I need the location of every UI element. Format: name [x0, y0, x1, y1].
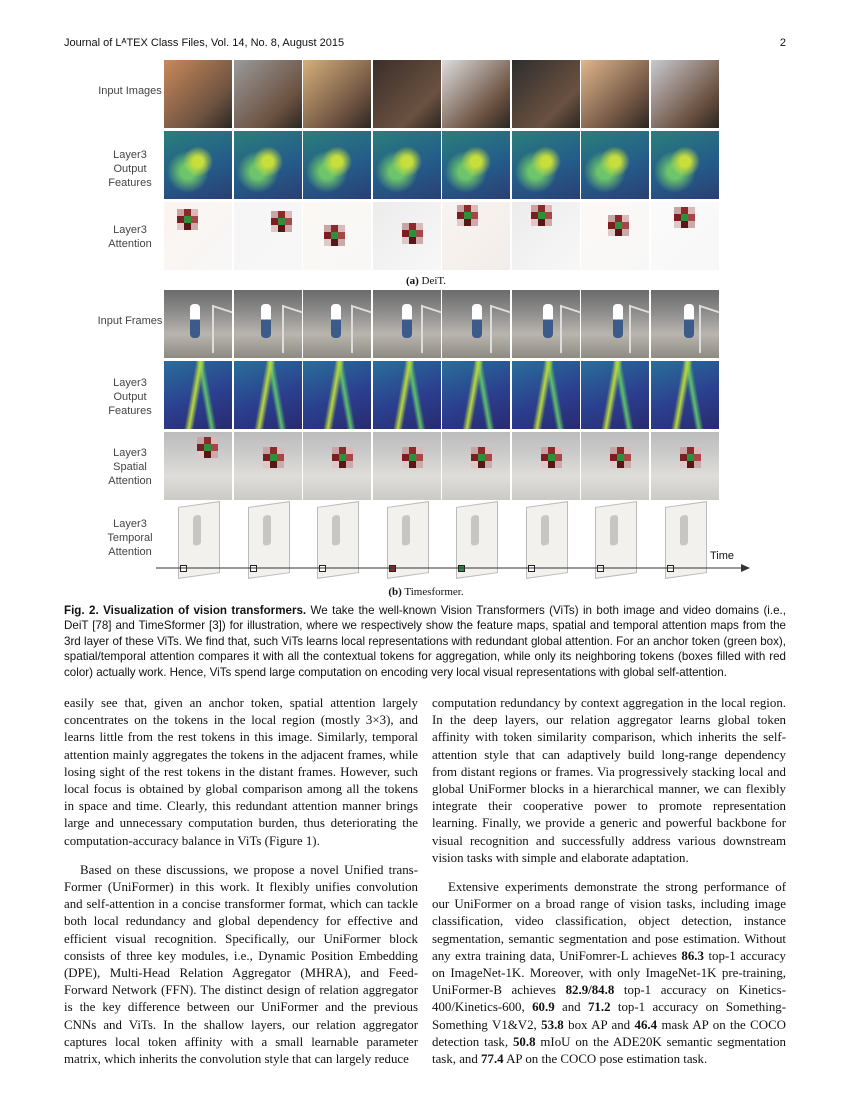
deit-subcaption-tag: (a) [405, 275, 419, 287]
tsf-spatial-attention-map [581, 432, 649, 500]
deit-attention-map [164, 202, 232, 270]
deit-attention-map [303, 202, 371, 270]
body-column-left [64, 695, 418, 1068]
deit-input-image [234, 60, 302, 128]
tsf-feature-map [442, 361, 510, 429]
deit-input-image [373, 60, 441, 128]
tsf-input-frame [234, 290, 302, 358]
deit-attention-map [442, 202, 510, 270]
deit-row-label-features: Layer3 Output Features [108, 149, 152, 189]
tsf-subcaption [96, 586, 756, 598]
tsf-subcaption-tag: (b) [388, 586, 402, 598]
body-column-right [432, 695, 786, 1068]
page-header [64, 37, 786, 53]
paragraph-left-1: easily see that, given an anchor token, spatial attention largely concentrates on the tokens in the local region (mostly 3×3), and learns little from the rest tokens in this image. Similarly, temporal attention mainly aggregates the tokens in the adjacent frames, while losing sight of the rest tokens in the distant frames. However, such local focus is obtained by global comparison among all the tokens in space and time. Clearly, this redundant attention manner brings large and unnecessary computation burden, thus deteriorating the computation-accuracy balance in ViTs (Figure 1). [64, 696, 418, 848]
deit-feature-map [442, 131, 510, 199]
time-label: Time [710, 550, 735, 562]
tsf-spatial-attention-map [373, 432, 441, 500]
caption-label: Fig. 2. Visualization of vision transformers. [64, 604, 307, 617]
deit-feature-map [303, 131, 371, 199]
tsf-spatial-attention-map [234, 432, 302, 500]
tsf-spatial-attention-map [651, 432, 719, 500]
tsf-input-frame [442, 290, 510, 358]
deit-row-label-attention: Layer3 Attention [108, 224, 152, 250]
deit-feature-map [234, 131, 302, 199]
deit-attention-map [373, 202, 441, 270]
deit-input-image [442, 60, 510, 128]
tsf-feature-map [512, 361, 580, 429]
deit-attention-map [512, 202, 580, 270]
tsf-row-label-features: Layer3 Output Features [108, 377, 152, 417]
tsf-feature-map [581, 361, 649, 429]
deit-input-image [651, 60, 719, 128]
paragraph-right-2: Extensive experiments demonstrate the strong performance of our UniFormer on a broad range of vision tasks, including image classification, video classification, object detection, instance segmentation, semantic segmentation and pose estimation. Without any extra training data, UniFomrer-L achieves 86.3 top-1 accuracy on ImageNet-1K. Moreover, with only ImageNet-1K pre-training, UniFormer-B achieves 82.9/84.8 top-1 accuracy on Kinetics-400/Kinetics-600, 60.9 and 71.2 top-1 accuracy on Something-Something V1&V2, 53.8 box AP and 46.4 mask AP on the COCO detection task, 50.8 mIoU on the ADE20K semantic segmentation task, and 77.4 AP on the COCO pose estimation task. [432, 880, 787, 1067]
page-number: 2 [779, 37, 786, 49]
deit-subcaption [96, 275, 756, 287]
deit-attention-map [234, 202, 302, 270]
time-axis-arrow [741, 564, 750, 572]
tsf-row-label-temporal: Layer3 Temporal Attention [107, 518, 153, 558]
deit-row-label-input: Input Images [98, 85, 162, 97]
paragraph-left-2: Based on these discussions, we propose a novel Unified trans-Former (UniFormer) in this work. It flexibly unifies convolution and self-attention in a concise transformer format, which can tackle both local redundancy and global dependency for effective and efficient visual recognition. Specifically, our UniFormer block consists of three key modules, i.e., Dynamic Position Embedding (DPE), Multi-Head Relation Aggregator (MHRA), and Feed-Forward Network (FFN). The distinct design of relation aggregator is the key difference between our UniFormer and the previous CNNs and ViTs. In the shallow layers, our relation aggregator captures local token affinity with a small learnable parameter matrix, which inherits the convolution style that can largely reduce [64, 862, 418, 1067]
time-axis [156, 558, 756, 582]
tsf-input-frame [581, 290, 649, 358]
tsf-input-frame [373, 290, 441, 358]
deit-attention-map [581, 202, 649, 270]
tsf-feature-map [164, 361, 232, 429]
tsf-input-frame [651, 290, 719, 358]
deit-subcaption-text: DeiT. [421, 275, 447, 287]
deit-input-image [512, 60, 580, 128]
deit-feature-map [581, 131, 649, 199]
deit-input-image [303, 60, 371, 128]
deit-feature-map [373, 131, 441, 199]
paragraph-right-1: computation redundancy by context aggregation in the local region. In the deep layers, our relation aggregator learns global token affinity with token similarity comparison, which inherits the self-attention style that can adaptively build long-range dependency from distant regions or frames. Via progressively stacking local and global UniFormer blocks in a hierarchical manner, we can flexibly integrate their cooperative power to promote representation learning. Finally, we provide a generic and powerful backbone for visual recognition and successfully address various downstream vision tasks with simple and elaborate adaptation. [432, 696, 786, 865]
deit-input-image [164, 60, 232, 128]
deit-feature-map [512, 131, 580, 199]
deit-input-image [581, 60, 649, 128]
tsf-feature-map [651, 361, 719, 429]
tsf-input-frame [512, 290, 580, 358]
tsf-spatial-attention-map [512, 432, 580, 500]
caption-text: We take the well-known Vision Transformers (ViTs) in both image and video domains (i.e., DeiT [78] and TimeSformer [3]) for illustration, where we respectively show the feature maps, spatial and temporal attention maps from the 3rd layer of these ViTs. We find that, such ViTs learns local representations with redundant global attention. For an anchor token (green box), spatial/temporal attention compares it with all the contextual tokens for aggregation, while only its neighboring tokens (boxes filled with red color) actually work. Hence, ViTs spend large computation on encoding very local visual representations with global self-attention. [64, 604, 786, 679]
tsf-subcaption-text: Timesformer. [404, 586, 464, 598]
tsf-spatial-attention-map [303, 432, 371, 500]
tsf-spatial-attention-map [442, 432, 510, 500]
journal-title: Journal of LᴬTEX Class Files, Vol. 14, No. 8, August 2015 [64, 37, 345, 49]
deit-attention-map [651, 202, 719, 270]
tsf-feature-map [234, 361, 302, 429]
deit-feature-map [164, 131, 232, 199]
tsf-input-frame [303, 290, 371, 358]
figure-caption [64, 603, 786, 680]
deit-feature-map [651, 131, 719, 199]
tsf-feature-map [303, 361, 371, 429]
tsf-input-frame [164, 290, 232, 358]
tsf-spatial-attention-map [164, 432, 232, 500]
tsf-row-label-input: Input Frames [97, 315, 163, 327]
tsf-row-label-spatial: Layer3 Spatial Attention [108, 447, 152, 487]
figure-2 [96, 60, 756, 600]
tsf-feature-map [373, 361, 441, 429]
